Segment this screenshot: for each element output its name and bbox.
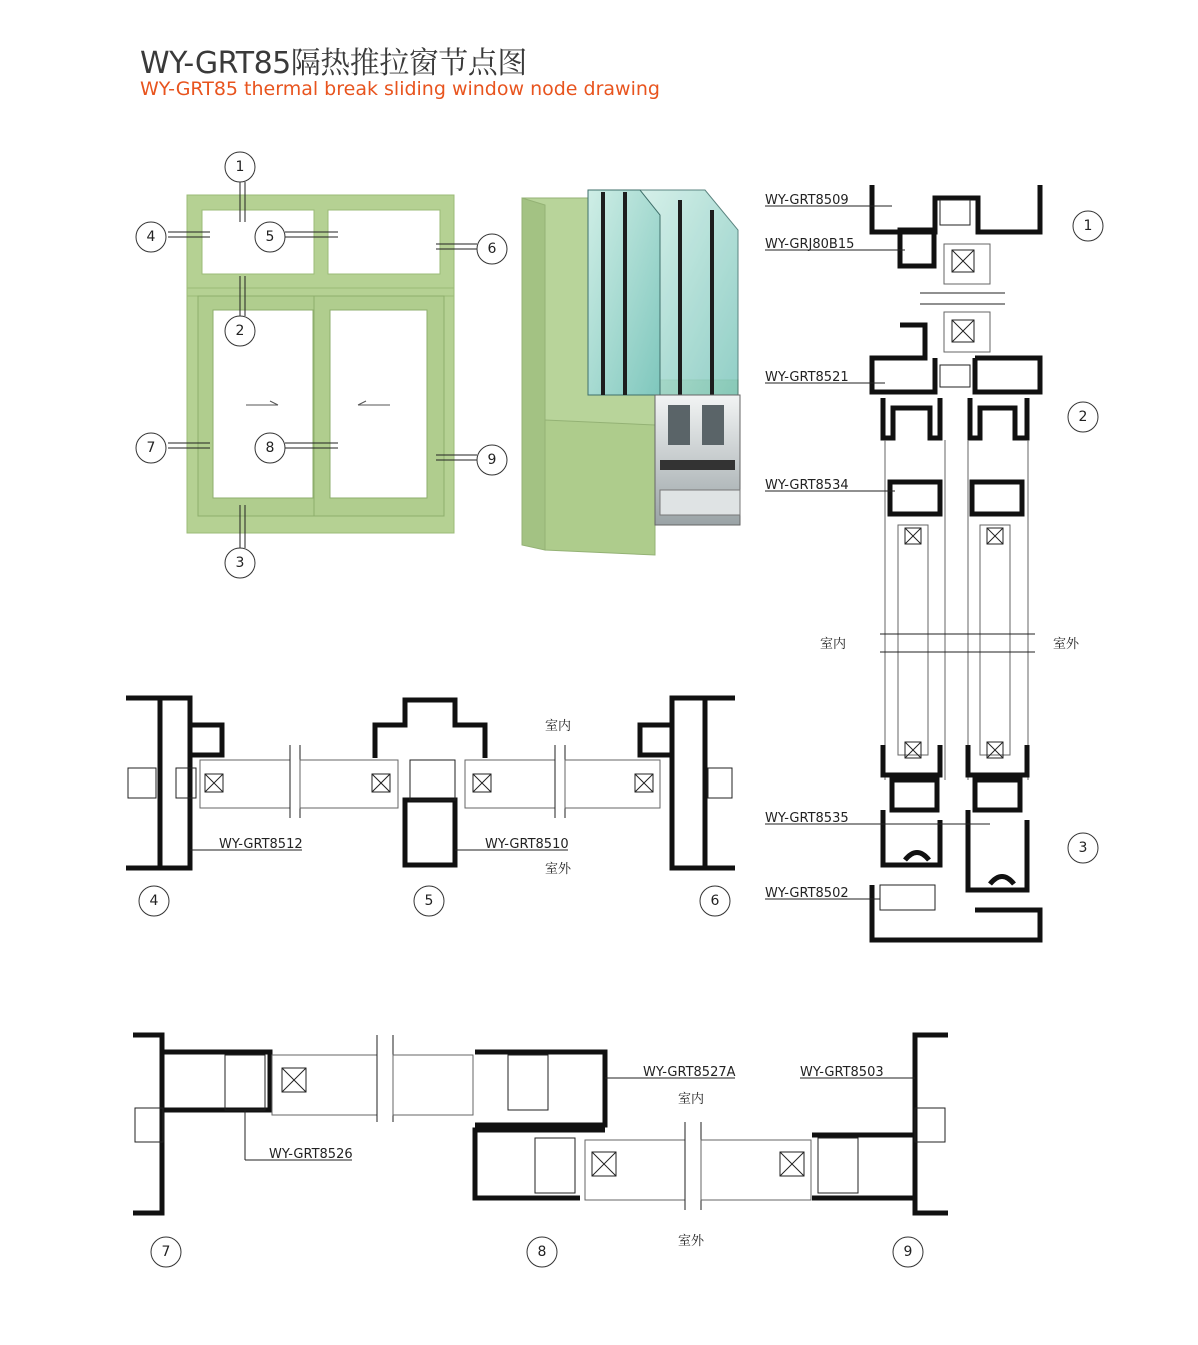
svg-text:3: 3 — [235, 555, 245, 571]
svg-text:2: 2 — [235, 323, 245, 339]
node-marker-7 — [136, 433, 166, 463]
svg-text:5: 5 — [265, 229, 275, 245]
label-outdoor-top: 室外 — [545, 862, 572, 877]
svg-text:6: 6 — [710, 893, 720, 909]
label-p8527a: WY-GRT8527A — [643, 1065, 736, 1080]
svg-text:2: 2 — [1078, 409, 1088, 425]
node-marker-3 — [225, 548, 255, 578]
label-p8535: WY-GRT8535 — [765, 811, 849, 826]
svg-text:9: 9 — [487, 452, 497, 468]
node-marker-6 — [477, 234, 507, 264]
svg-text:4: 4 — [146, 229, 156, 245]
svg-text:8: 8 — [537, 1244, 547, 1260]
page-title: WY-GRT85隔热推拉窗节点图 — [140, 46, 527, 81]
svg-text:5: 5 — [424, 893, 434, 909]
node-marker-4 — [136, 222, 166, 252]
svg-text:6: 6 — [487, 241, 497, 257]
svg-text:7: 7 — [146, 440, 156, 456]
node-marker-9 — [477, 445, 507, 475]
node-marker-h8 — [527, 1237, 557, 1267]
node-marker-h7 — [151, 1237, 181, 1267]
horizontal-section-top — [126, 698, 735, 868]
label-indoor-vertical: 室内 — [820, 637, 847, 652]
label-outdoor-vertical: 室外 — [1053, 637, 1080, 652]
label-p8503: WY-GRT8503 — [800, 1065, 884, 1080]
node-marker-h5 — [414, 886, 444, 916]
svg-text:3: 3 — [1078, 840, 1088, 856]
node-marker-8 — [255, 433, 285, 463]
page-subtitle: WY-GRT85 thermal break sliding window node drawing — [140, 78, 660, 100]
label-p8521: WY-GRT8521 — [765, 370, 849, 385]
corner-render — [522, 190, 740, 555]
svg-text:7: 7 — [161, 1244, 171, 1260]
label-indoor-top: 室内 — [545, 719, 572, 734]
node-marker-v2 — [1068, 402, 1098, 432]
svg-text:4: 4 — [149, 893, 159, 909]
label-p8526: WY-GRT8526 — [269, 1147, 353, 1162]
label-p8502: WY-GRT8502 — [765, 886, 849, 901]
svg-text:9: 9 — [903, 1244, 913, 1260]
label-p8509: WY-GRT8509 — [765, 193, 849, 208]
node-marker-5 — [255, 222, 285, 252]
horizontal-section-bottom — [133, 1035, 948, 1213]
node-marker-h6 — [700, 886, 730, 916]
window-elevation — [168, 182, 477, 548]
svg-text:1: 1 — [235, 159, 245, 175]
svg-text:1: 1 — [1083, 218, 1093, 234]
label-p8512: WY-GRT8512 — [219, 837, 303, 852]
node-marker-h9 — [893, 1237, 923, 1267]
label-p8510: WY-GRT8510 — [485, 837, 569, 852]
node-marker-h4 — [139, 886, 169, 916]
node-marker-v3 — [1068, 833, 1098, 863]
label-pj80b15: WY-GRJ80B15 — [765, 237, 855, 252]
label-outdoor-bottom: 室外 — [678, 1234, 705, 1249]
label-indoor-bottom: 室内 — [678, 1092, 705, 1107]
node-marker-1 — [225, 152, 255, 182]
vertical-section — [872, 185, 1040, 940]
node-marker-v1 — [1073, 211, 1103, 241]
svg-text:8: 8 — [265, 440, 275, 456]
node-marker-2 — [225, 316, 255, 346]
label-p8534: WY-GRT8534 — [765, 478, 849, 493]
